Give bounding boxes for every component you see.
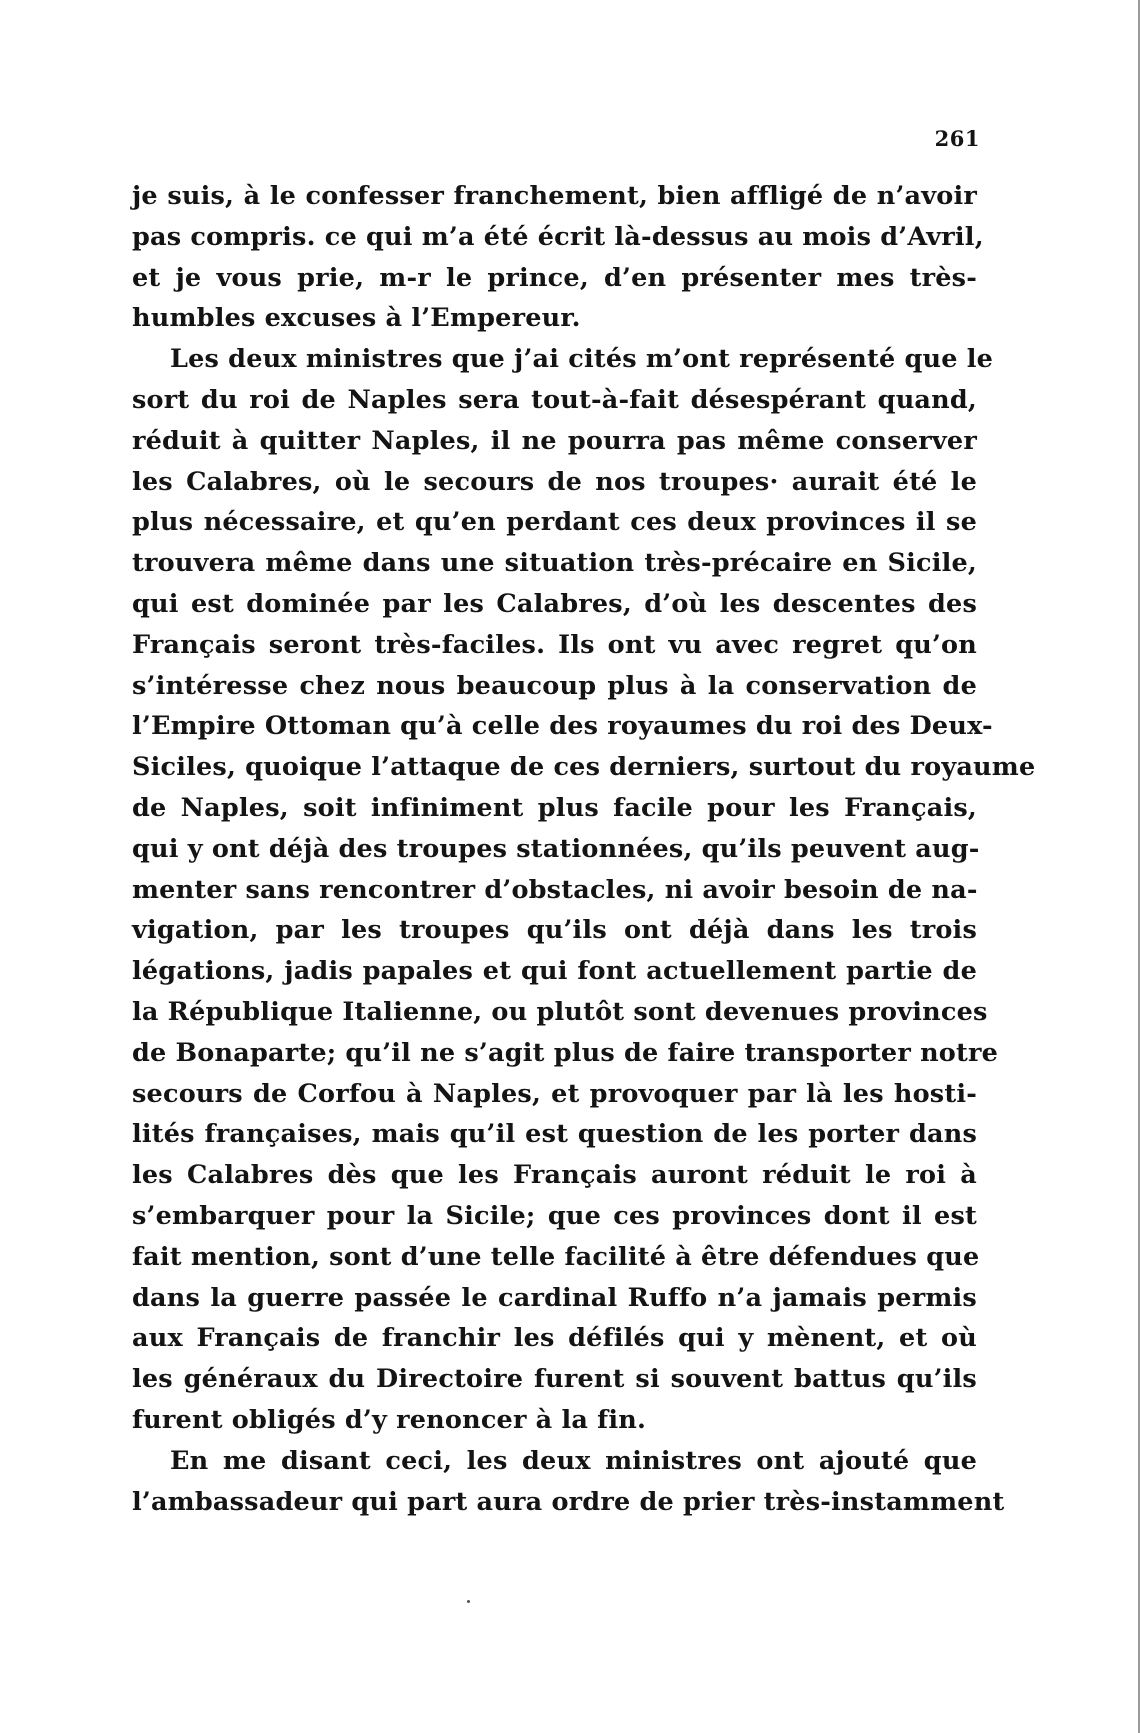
text-line: dans la guerre passée le cardinal Ruffo n’a jamais permis	[132, 1282, 977, 1313]
text-line: légations, jadis papales et qui font actuellement partie de	[132, 956, 977, 987]
text-line: Siciles, quoique l’attaque de ces derniers, surtout du royaume	[132, 752, 1036, 783]
paragraph-start-line: En me disant ceci, les deux ministres ont ajouté que	[170, 1445, 977, 1476]
text-line: les Calabres, où le secours de nos troupes· aurait été le	[132, 466, 977, 497]
text-line: aux Français de franchir les défilés qui y mènent, et où	[132, 1323, 977, 1354]
text-line: les Calabres dès que les Français auront réduit le roi à	[132, 1160, 977, 1191]
page-number: 261	[934, 126, 980, 151]
text-line: trouvera même dans une situation très-précaire en Sicile,	[132, 548, 977, 579]
text-line: l’ambassadeur qui part aura ordre de prier très-instamment	[132, 1486, 1005, 1517]
text-line: lités françaises, mais qu’il est question de les porter dans	[132, 1119, 977, 1150]
text-line: vigation, par les troupes qu’ils ont déjà dans les trois	[132, 915, 977, 946]
text-line: s’embarquer pour la Sicile; que ces provinces dont il est	[132, 1200, 977, 1231]
text-line: pas compris. ce qui m’a été écrit là-dessus au mois d’Avril,	[132, 221, 984, 252]
text-line: l’Empire Ottoman qu’à celle des royaumes du roi des Deux-	[132, 711, 993, 742]
text-line: humbles excuses à l’Empereur.	[132, 303, 581, 334]
text-line: qui y ont déjà des troupes stationnées, qu’ils peuvent aug-	[132, 833, 980, 864]
text-line: Français seront très-faciles. Ils ont vu avec regret qu’on	[132, 629, 977, 660]
text-line: les généraux du Directoire furent si souvent battus qu’ils	[132, 1364, 977, 1395]
text-line: menter sans rencontrer d’obstacles, ni avoir besoin de na-	[132, 874, 978, 905]
text-line: secours de Corfou à Naples, et provoquer par là les hosti-	[132, 1078, 977, 1109]
text-line: fait mention, sont d’une telle facilité à être défendues que	[132, 1241, 980, 1272]
body-text	[132, 176, 1036, 1522]
text-line: qui est dominée par les Calabres, d’où les descentes des	[132, 588, 977, 619]
text-line: plus nécessaire, et qu’en perdant ces deux provinces il se	[132, 507, 977, 538]
text-line: de Bonaparte; qu’il ne s’agit plus de faire transporter notre	[132, 1037, 999, 1068]
text-line: je suis, à le confesser franchement, bien affligé de n’avoir	[132, 181, 977, 211]
text-line: furent obligés d’y renoncer à la fin.	[132, 1404, 647, 1435]
paragraph-start-line: Les deux ministres que j’ai cités m’ont représenté que le	[170, 344, 994, 375]
scan-speck	[467, 1600, 470, 1603]
text-line: la République Italienne, ou plutôt sont devenues provinces	[132, 996, 988, 1027]
text-line: s’intéresse chez nous beaucoup plus à la conservation de	[132, 670, 977, 701]
text-line: sort du roi de Naples sera tout-à-fait désespérant quand,	[132, 384, 977, 415]
text-line: réduit à quitter Naples, il ne pourra pas même conserver	[132, 425, 977, 456]
text-line: de Naples, soit infiniment plus facile pour les Français,	[132, 792, 977, 823]
text-line: et je vous prie, m-r le prince, d’en présenter mes très-	[132, 262, 977, 293]
